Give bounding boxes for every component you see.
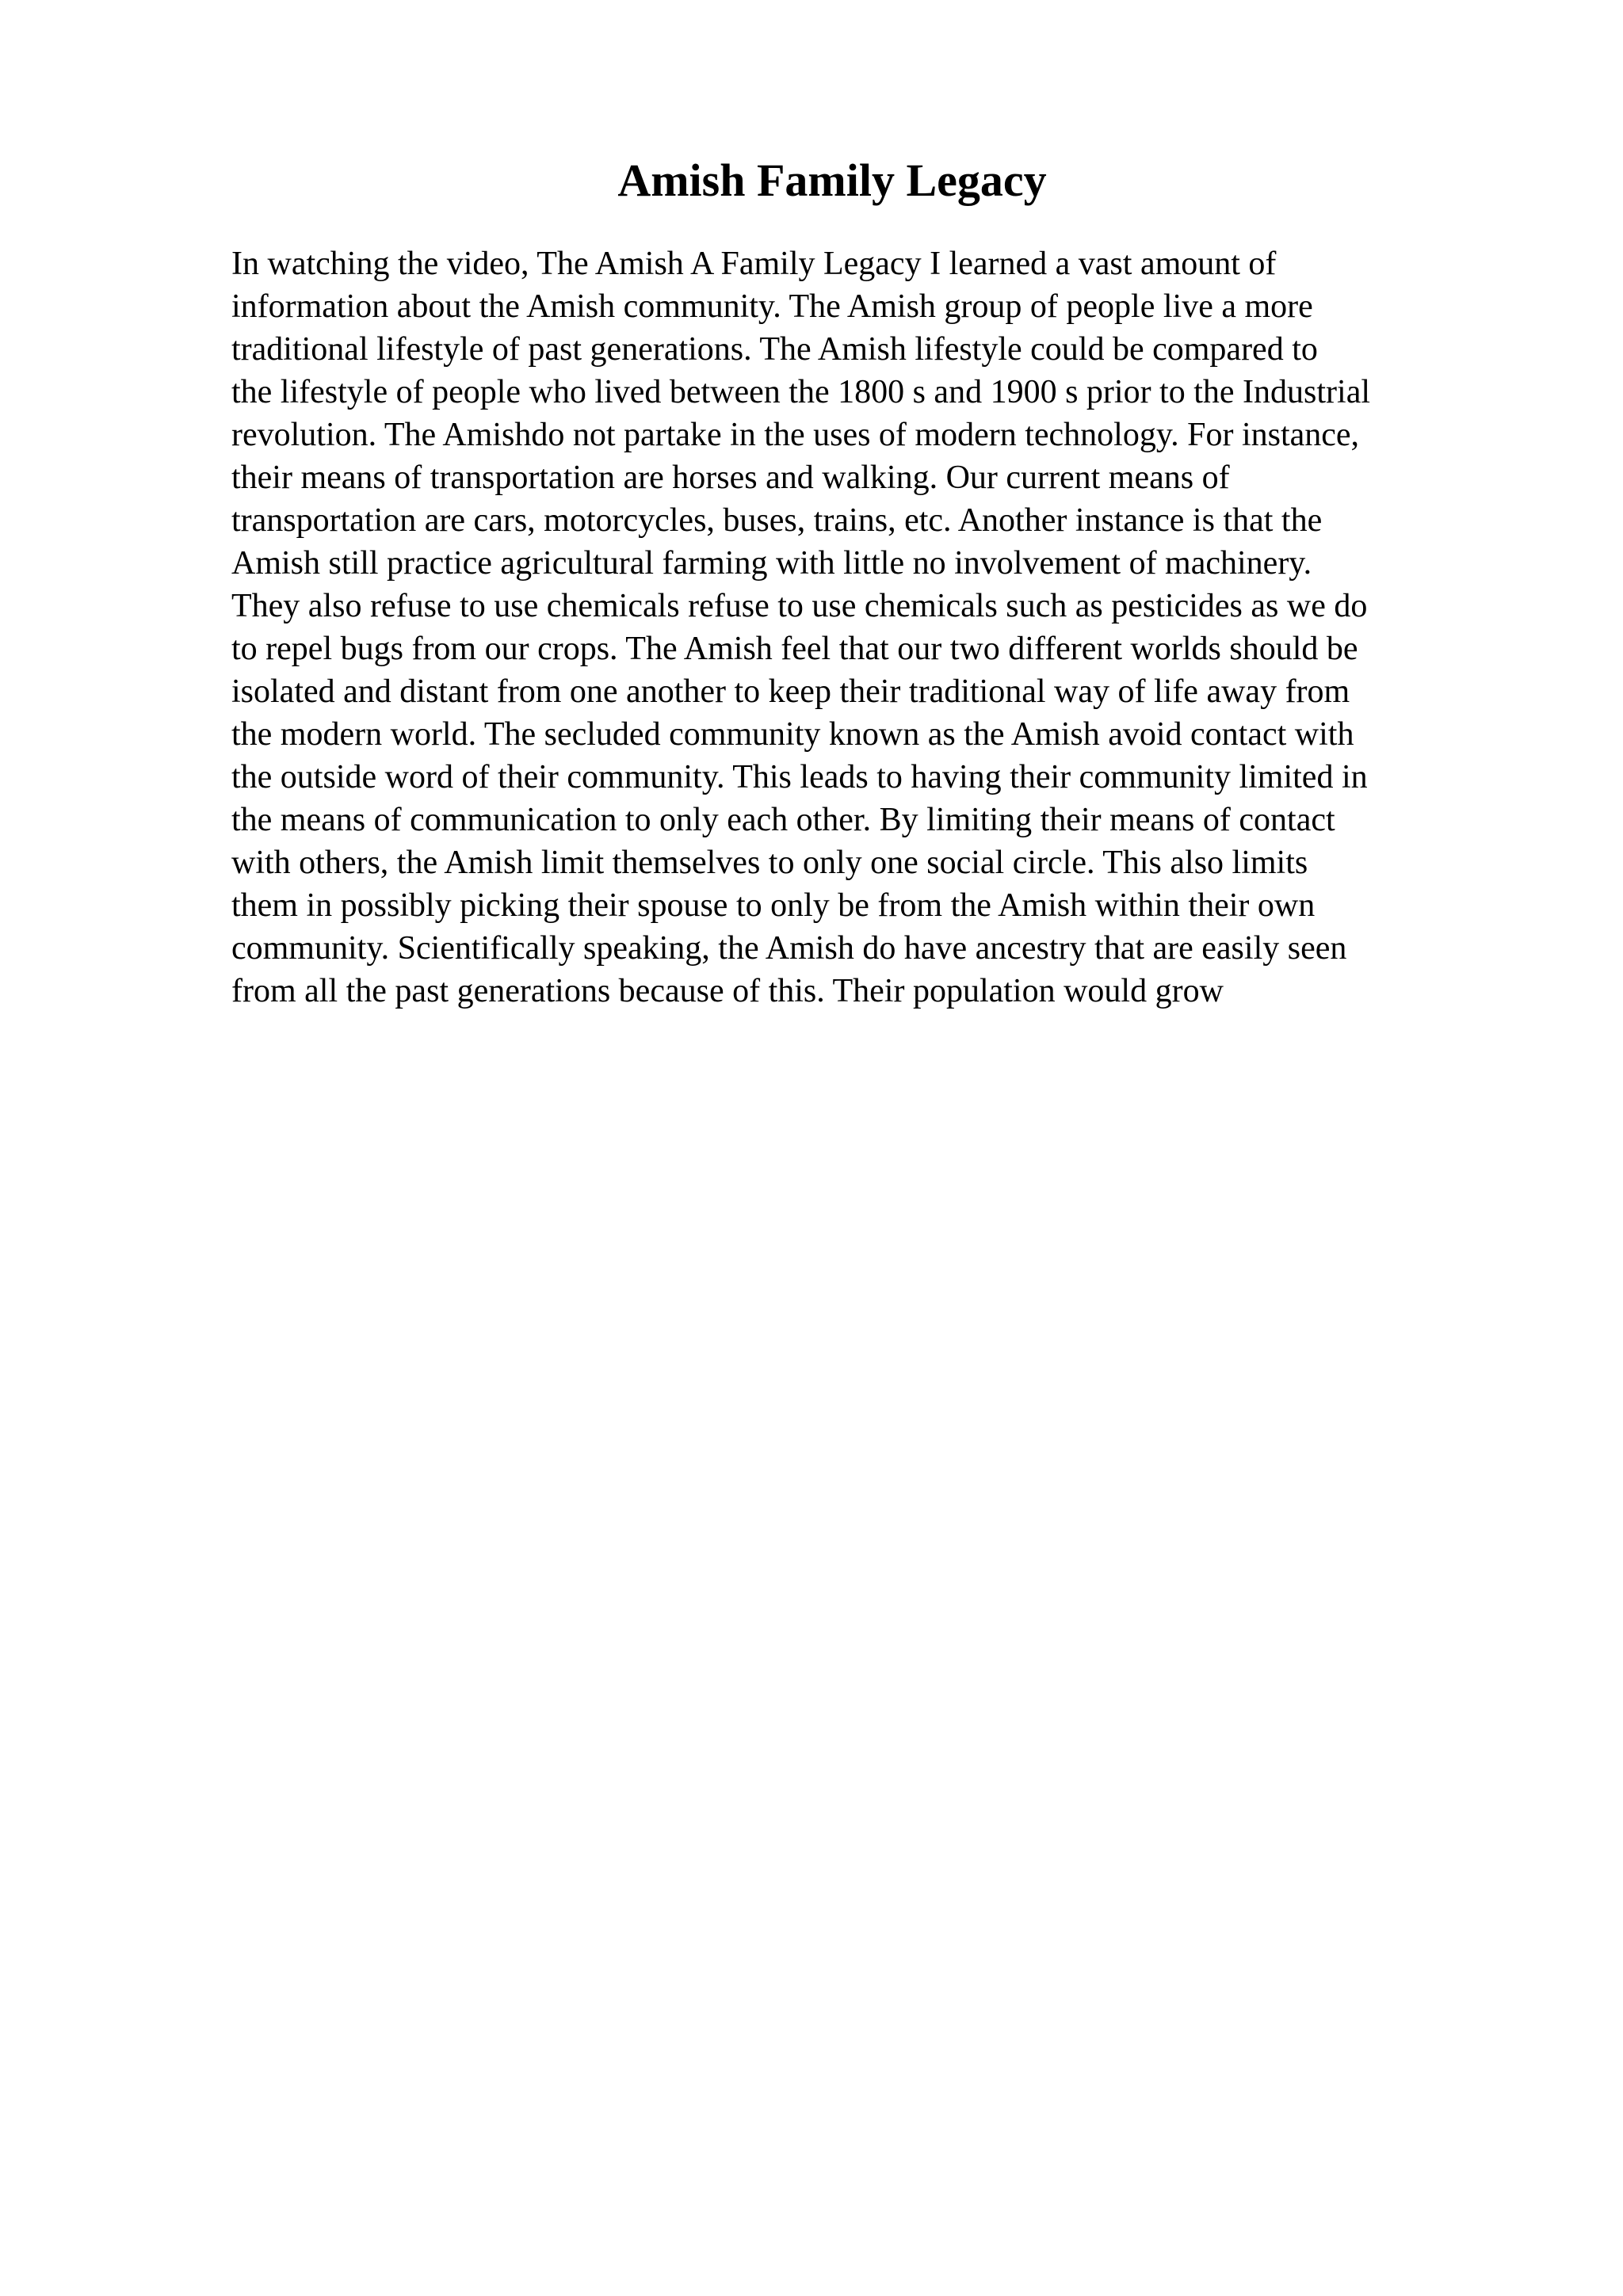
paragraph-line: traditional lifestyle of past generations. The Amish lifestyle could be compared to [231,331,1318,368]
paragraph-line: their means of transportation are horses and walking. Our current means of [231,460,1230,496]
paragraph-line: from all the past generations because of this. Their population would grow [231,973,1224,1009]
paragraph-line: to repel bugs from our crops. The Amish feel that our two different worlds should be [231,631,1358,667]
paragraph-line: transportation are cars, motorcycles, buses, trains, etc. Another instance is that the [231,502,1323,539]
paragraph-line: They also refuse to use chemicals refuse to use chemicals such as pesticides as we do [231,588,1368,624]
paragraph-line: with others, the Amish limit themselves to only one social circle. This also limits [231,845,1308,881]
paragraph-line: community. Scientifically speaking, the Amish do have ancestry that are easily seen [231,930,1347,967]
document-title: Amish Family Legacy [617,154,1047,206]
paragraph-line: In watching the video, The Amish A Family Legacy I learned a vast amount of [231,246,1277,282]
paragraph-line: them in possibly picking their spouse to only be from the Amish within their own [231,887,1316,924]
paragraph-line: the means of communication to only each other. By limiting their means of contact [231,802,1335,838]
paragraph-line: Amish still practice agricultural farming with little no involvement of machinery. [231,545,1312,582]
paragraph-line: revolution. The Amishdo not partake in the uses of modern technology. For instance, [231,417,1360,453]
paragraph-line: the lifestyle of people who lived between the 1800 s and 1900 s prior to the Industrial [231,374,1371,410]
body-paragraph [231,242,1531,1013]
paragraph-line: the outside word of their community. This leads to having their community limited in [231,759,1368,795]
paragraph-line: information about the Amish community. The Amish group of people live a more [231,288,1313,325]
paragraph-line: the modern world. The secluded community known as the Amish avoid contact with [231,716,1354,753]
paragraph-line: isolated and distant from one another to keep their traditional way of life away from [231,673,1350,710]
